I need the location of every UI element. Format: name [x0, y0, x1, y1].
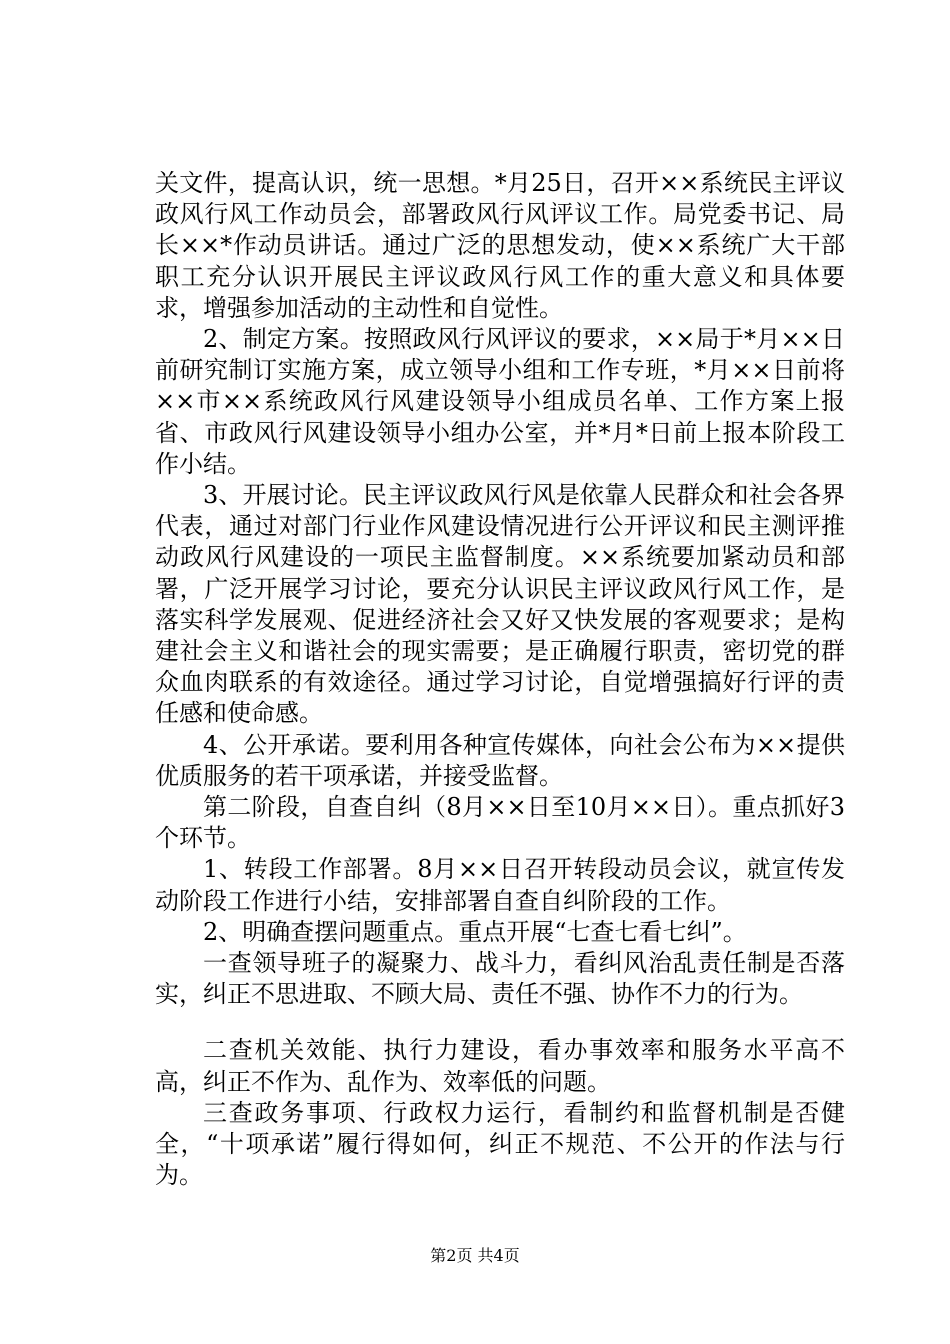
paragraph-item-4: 4、公开承诺。要利用各种宣传媒体，向社会公布为××提供优质服务的若干项承诺，并接受监督。: [155, 730, 845, 790]
paragraph-item-3: 3、开展讨论。民主评议政风行风是依靠人民群众和社会各界代表，通过对部门行业作风建设情况进行公开评议和民主测评推动政风行风建设的一项民主监督制度。××系统要加紧动员和部署，广泛开展学习讨论，要充分认识民主评议政风行风工作，是落实科学发展观、促进经济社会又好又快发展的客观要求；是构建社会主义和谐社会的现实需要；是正确履行职责，密切党的群众血肉联系的有效途径。通过学习讨论，自觉增强搞好行评的责任感和使命感。: [155, 481, 845, 728]
paragraph-check-2: 二查机关效能、执行力建设，看办事效率和服务水平高不高，纠正不作为、乱作为、效率低的问题。: [155, 1036, 845, 1096]
paragraph-check-3: 三查政务事项、行政权力运行，看制约和监督机制是否健全，“十项承诺”履行得如何，纠正不规范、不公开的作法与行为。: [155, 1098, 845, 1190]
paragraph-check-1: 一查领导班子的凝聚力、战斗力，看纠风治乱责任制是否落实，纠正不思进取、不顾大局、责任不强、协作不力的行为。: [155, 949, 845, 1009]
page-number: 第2页 共4页: [430, 1246, 520, 1265]
document-body: [155, 168, 845, 1192]
paragraph-stage-two-item-1: 1、转段工作部署。8月××日召开转段动员会议，就宣传发动阶段工作进行小结，安排部署自查自纠阶段的工作。: [155, 855, 845, 915]
paragraph-item-2: 2、制定方案。按照政风行风评议的要求，××局于*月××日前研究制订实施方案，成立领导小组和工作专班，*月××日前将××市××系统政风行风建设领导小组成员名单、工作方案上报省、市政风行风建设领导小组办公室，并*月*日前上报本阶段工作小结。: [155, 325, 845, 478]
paragraph-stage-two: 第二阶段，自查自纠（8月××日至10月××日）。重点抓好3个环节。: [155, 793, 845, 853]
paragraph-continuation: 关文件，提高认识，统一思想。*月25日，召开××系统民主评议政风行风工作动员会，部署政风行风评议工作。局党委书记、局长××*作动员讲话。通过广泛的思想发动，使××系统广大干部职工充分认识开展民主评议政风行风工作的重大意义和具体要求，增强参加活动的主动性和自觉性。: [155, 169, 845, 322]
paragraph-stage-two-item-2: 2、明确查摆问题重点。重点开展“七查七看七纠”。: [203, 917, 747, 946]
